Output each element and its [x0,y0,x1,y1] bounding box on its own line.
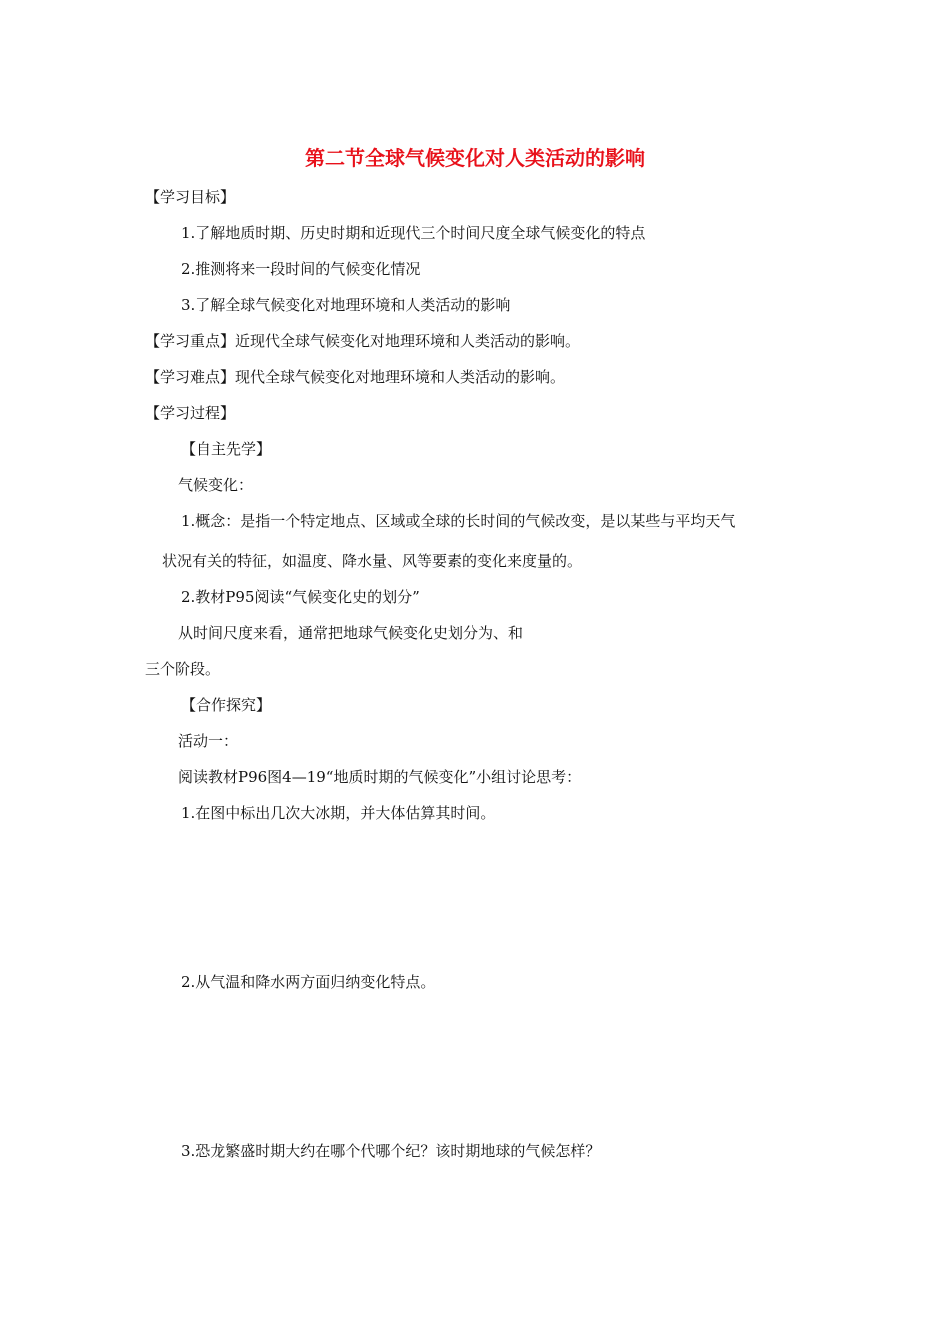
concept-line-2: 状况有关的特征，如温度、降水量、风等要素的变化来度量的。 [162,552,583,570]
concept-line-1: 1.概念：是指一个特定地点、区域或全球的长时间的气候改变，是以某些与平均天气 [181,512,736,530]
heading-learning-process: 【学习过程】 [145,404,236,422]
heading-cooperative-inquiry: 【合作探究】 [181,696,272,714]
climate-change-label: 气候变化： [178,476,254,494]
activity-one-label: 活动一： [178,732,239,750]
heading-self-study: 【自主先学】 [181,440,272,458]
three-stages-text: 三个阶段。 [145,660,221,678]
question-1: 1.在图中标出几次大冰期，并大体估算其时间。 [181,804,496,822]
reading-item-2: 2.教材P95阅读“气候变化史的划分” [181,588,420,606]
objective-item-2: 2.推测将来一段时间的气候变化情况 [181,260,421,278]
objective-item-3: 3.了解全球气候变化对地理环境和人类活动的影响 [181,296,511,314]
objective-item-1: 1.了解地质时期、历史时期和近现代三个时间尺度全球气候变化的特点 [181,224,646,242]
question-3: 3.恐龙繁盛时期大约在哪个代哪个纪？该时期地球的气候怎样？ [181,1142,601,1160]
document-title: 第二节全球气候变化对人类活动的影响 [305,146,645,170]
key-points: 【学习重点】近现代全球气候变化对地理环境和人类活动的影响。 [145,332,581,350]
activity-instructions: 阅读教材P96图4—19“地质时期的气候变化”小组讨论思考： [178,768,582,786]
heading-learning-objectives: 【学习目标】 [145,188,236,206]
question-2: 2.从气温和降水两方面归纳变化特点。 [181,973,436,991]
difficult-points: 【学习难点】现代全球气候变化对地理环境和人类活动的影响。 [145,368,566,386]
time-scale-sentence: 从时间尺度来看，通常把地球气候变化史划分为、和 [178,624,524,642]
